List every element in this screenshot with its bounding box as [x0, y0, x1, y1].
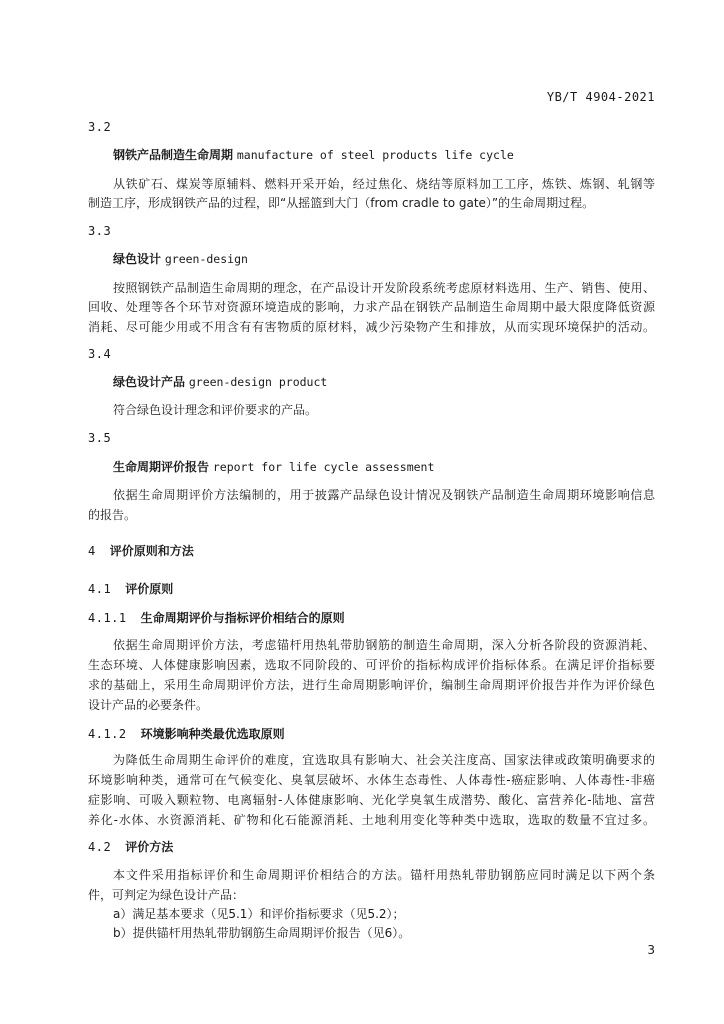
- term-en: report for life cycle assessment: [212, 460, 435, 474]
- clause-3-5-number: 3.5: [88, 431, 112, 445]
- heading-title: 环境影响种类最优选取原则: [140, 727, 285, 741]
- body-line: 养化-水体、水资源消耗、矿物和化石能源消耗、土地利用变化等种类中选取，选取的数量不宜过多。: [88, 813, 655, 827]
- heading-title: 评价原则和方法: [109, 544, 194, 558]
- clause-3-4-number: 3.4: [88, 347, 112, 361]
- body-line: 件，可判定为绿色设计产品：: [88, 888, 245, 902]
- list-item: a）满足基本要求（见5.1）和评价指标要求（见5.2）；: [113, 907, 405, 921]
- heading-title: 生命周期评价与指标评价相结合的原则: [140, 611, 345, 625]
- clause-4-2-heading: [88, 837, 655, 857]
- heading-number: 4.1: [88, 582, 112, 596]
- clause-4-1-1-heading: [88, 608, 655, 628]
- definition-line: 从铁矿石、煤炭等原辅料、燃料开采开始，经过焦化、烧结等原料加工工序，炼铁、炼钢、轧钢等: [113, 177, 655, 191]
- definition-line: 消耗、尽可能少用或不用含有有害物质的原材料，减少污染物产生和排放，从而实现环境保护的活动。: [88, 320, 655, 334]
- term-zh: 生命周期评价报告: [113, 460, 210, 474]
- clause-3-2-number: 3.2: [88, 120, 112, 134]
- heading-number: 4: [88, 544, 96, 558]
- body-line: 为降低生命周期生命评价的难度，宜选取具有影响大、社会关注度高、国家法律或政策明确要求的: [113, 753, 655, 767]
- clause-3-4-term: [113, 372, 655, 392]
- definition-line: 按照钢铁产品制造生命周期的理念，在产品设计开发阶段系统考虑原材料选用、生产、销售、使用、: [113, 281, 655, 295]
- definition-line: 回收、处理等各个环节对资源环境造成的影响，力求产品在钢铁产品制造生命周期中最大限度降低资源: [88, 300, 655, 314]
- term-en: manufacture of steel products life cycle: [236, 148, 514, 162]
- heading-title: 评价原则: [125, 582, 174, 596]
- body-line: 求的基础上，采用生命周期评价方法，进行生命周期影响评价，编制生命周期评价报告并作为评价绿色: [88, 678, 655, 692]
- standard-code: YB/T 4904-2021: [546, 90, 655, 104]
- clause-3-2-term: [113, 145, 655, 165]
- heading-title: 评价方法: [125, 840, 174, 854]
- body-line: 设计产品的必要条件。: [88, 698, 209, 712]
- body-line: 症影响、可吸入颗粒物、电离辐射-人体健康影响、光化学臭氧生成潜势、酸化、富营养化-陆地、富营: [88, 793, 655, 807]
- definition-line: 依据生命周期评价方法编制的，用于披露产品绿色设计情况及钢铁产品制造生命周期环境影响信息: [113, 488, 655, 502]
- heading-number: 4.2: [88, 840, 112, 854]
- term-zh: 绿色设计: [113, 252, 162, 266]
- list-item: b）提供锚杆用热轧带肋钢筋生命周期评价报告（见6）。: [113, 926, 411, 940]
- body-line: 依据生命周期评价方法，考虑锚杆用热轧带肋钢筋的制造生命周期，深入分析各阶段的资源消耗、: [113, 638, 655, 652]
- body-line: 本文件采用指标评价和生命周期评价相结合的方法。锚杆用热轧带肋钢筋应同时满足以下两个条: [113, 868, 655, 882]
- body-line: 生态环境、人体健康影响因素，选取不同阶段的、可评价的指标构成评价指标体系。在满足评价指标要: [88, 658, 655, 672]
- term-en: green-design product: [188, 375, 328, 389]
- definition-line: 的报告。: [88, 508, 137, 522]
- clause-4-1-heading: [88, 579, 655, 599]
- clause-4-1-2-heading: [88, 724, 655, 744]
- clause-4-heading: [88, 541, 655, 561]
- definition-line: 制造工序，形成钢铁产品的过程，即“从摇篮到大门（from cradle to gate）”的生命周期过程。: [88, 196, 595, 210]
- page-number: 3: [647, 943, 655, 957]
- term-en: green-design: [164, 252, 248, 266]
- definition-line: 符合绿色设计理念和评价要求的产品。: [113, 403, 318, 417]
- term-zh: 钢铁产品制造生命周期: [113, 148, 234, 162]
- body-line: 环境影响种类，通常可在气候变化、臭氧层破坏、水体生态毒性、人体毒性-癌症影响、人体毒性-非癌: [88, 773, 655, 787]
- heading-number: 4.1.2: [88, 727, 127, 741]
- clause-3-3-number: 3.3: [88, 224, 112, 238]
- term-zh: 绿色设计产品: [113, 375, 186, 389]
- heading-number: 4.1.1: [88, 611, 127, 625]
- clause-3-3-term: [113, 249, 655, 269]
- clause-3-5-term: [113, 457, 655, 477]
